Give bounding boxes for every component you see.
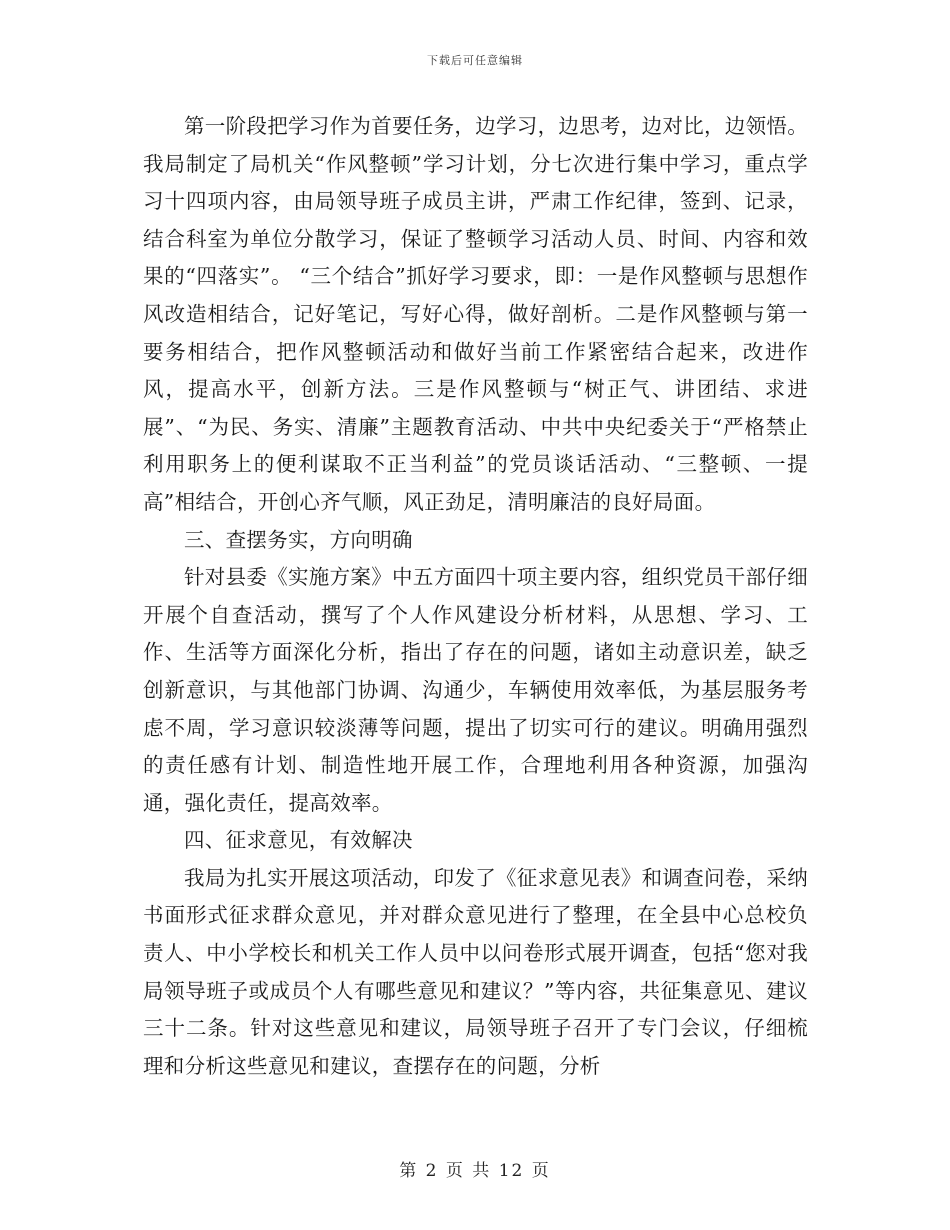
page-header: 下载后可任意编辑 [427, 54, 523, 67]
page-number: 第 2 页 共 12 页 [399, 1161, 551, 1181]
document-body [143, 108, 808, 1085]
paragraph-feedback: 我局为扎实开展这项活动，印发了《征求意见表》和调查问卷，采纳书面形式征求群众意见，并对群众意见进行了整理，在全县中心总校负责人、中小学校长和机关工作人员中以问卷形式展开调查，包括“您对我局领导班子或成员个人有哪些意见和建议？”等内容，共征集意见、建议三十二条。针对这些意见和建议，局领导班子召开了专门会议，仔细梳理和分析这些意见和建议，查摆存在的问题，分析 [143, 865, 808, 1078]
section-heading-3: 三、查摆务实，方向明确 [184, 527, 413, 552]
paragraph-self-check: 针对县委《实施方案》中五方面四十项主要内容，组织党员干部仔细开展个自查活动，撰写了个人作风建设分析材料，从思想、学习、工作、生活等方面深化分析，指出了存在的问题，诸如主动意识差，缺乏创新意识，与其他部门协调、沟通少，车辆使用效率低，为基层服务考虑不周，学习意识较淡薄等问题，提出了切实可行的建议。明确用强烈的责任感有计划、制造性地开展工作，合理地利用各种资源，加强沟通，强化责任，提高效率。 [143, 565, 808, 815]
section-heading-4: 四、征求意见，有效解决 [184, 828, 413, 853]
paragraph-study-phase: 第一阶段把学习作为首要任务，边学习，边思考，边对比，边领悟。我局制定了局机关“作风整顿”学习计划，分七次进行集中学习，重点学习十四项内容，由局领导班子成员主讲，严肃工作纪律，签到、记录，结合科室为单位分散学习，保证了整顿学习活动人员、时间、内容和效果的“四落实”。 “三个结合”抓好学习要求，即：一是作风整顿与思想作风改造相结合，记好笔记，写好心得，做好剖析。二是作风整顿与第一要务相结合，把作风整顿活动和做好当前工作紧密结合起来，改进作风，提高水平，创新方法。三是作风整顿与“树正气、讲团结、求进展”、“为民、务实、清廉”主题教育活动、中共中央纪委关于“严格禁止利用职务上的便利谋取不正当利益”的党员谈话活动、“三整顿、一提高”相结合，开创心齐气顺，风正劲足，清明廉洁的良好局面。 [143, 114, 808, 514]
